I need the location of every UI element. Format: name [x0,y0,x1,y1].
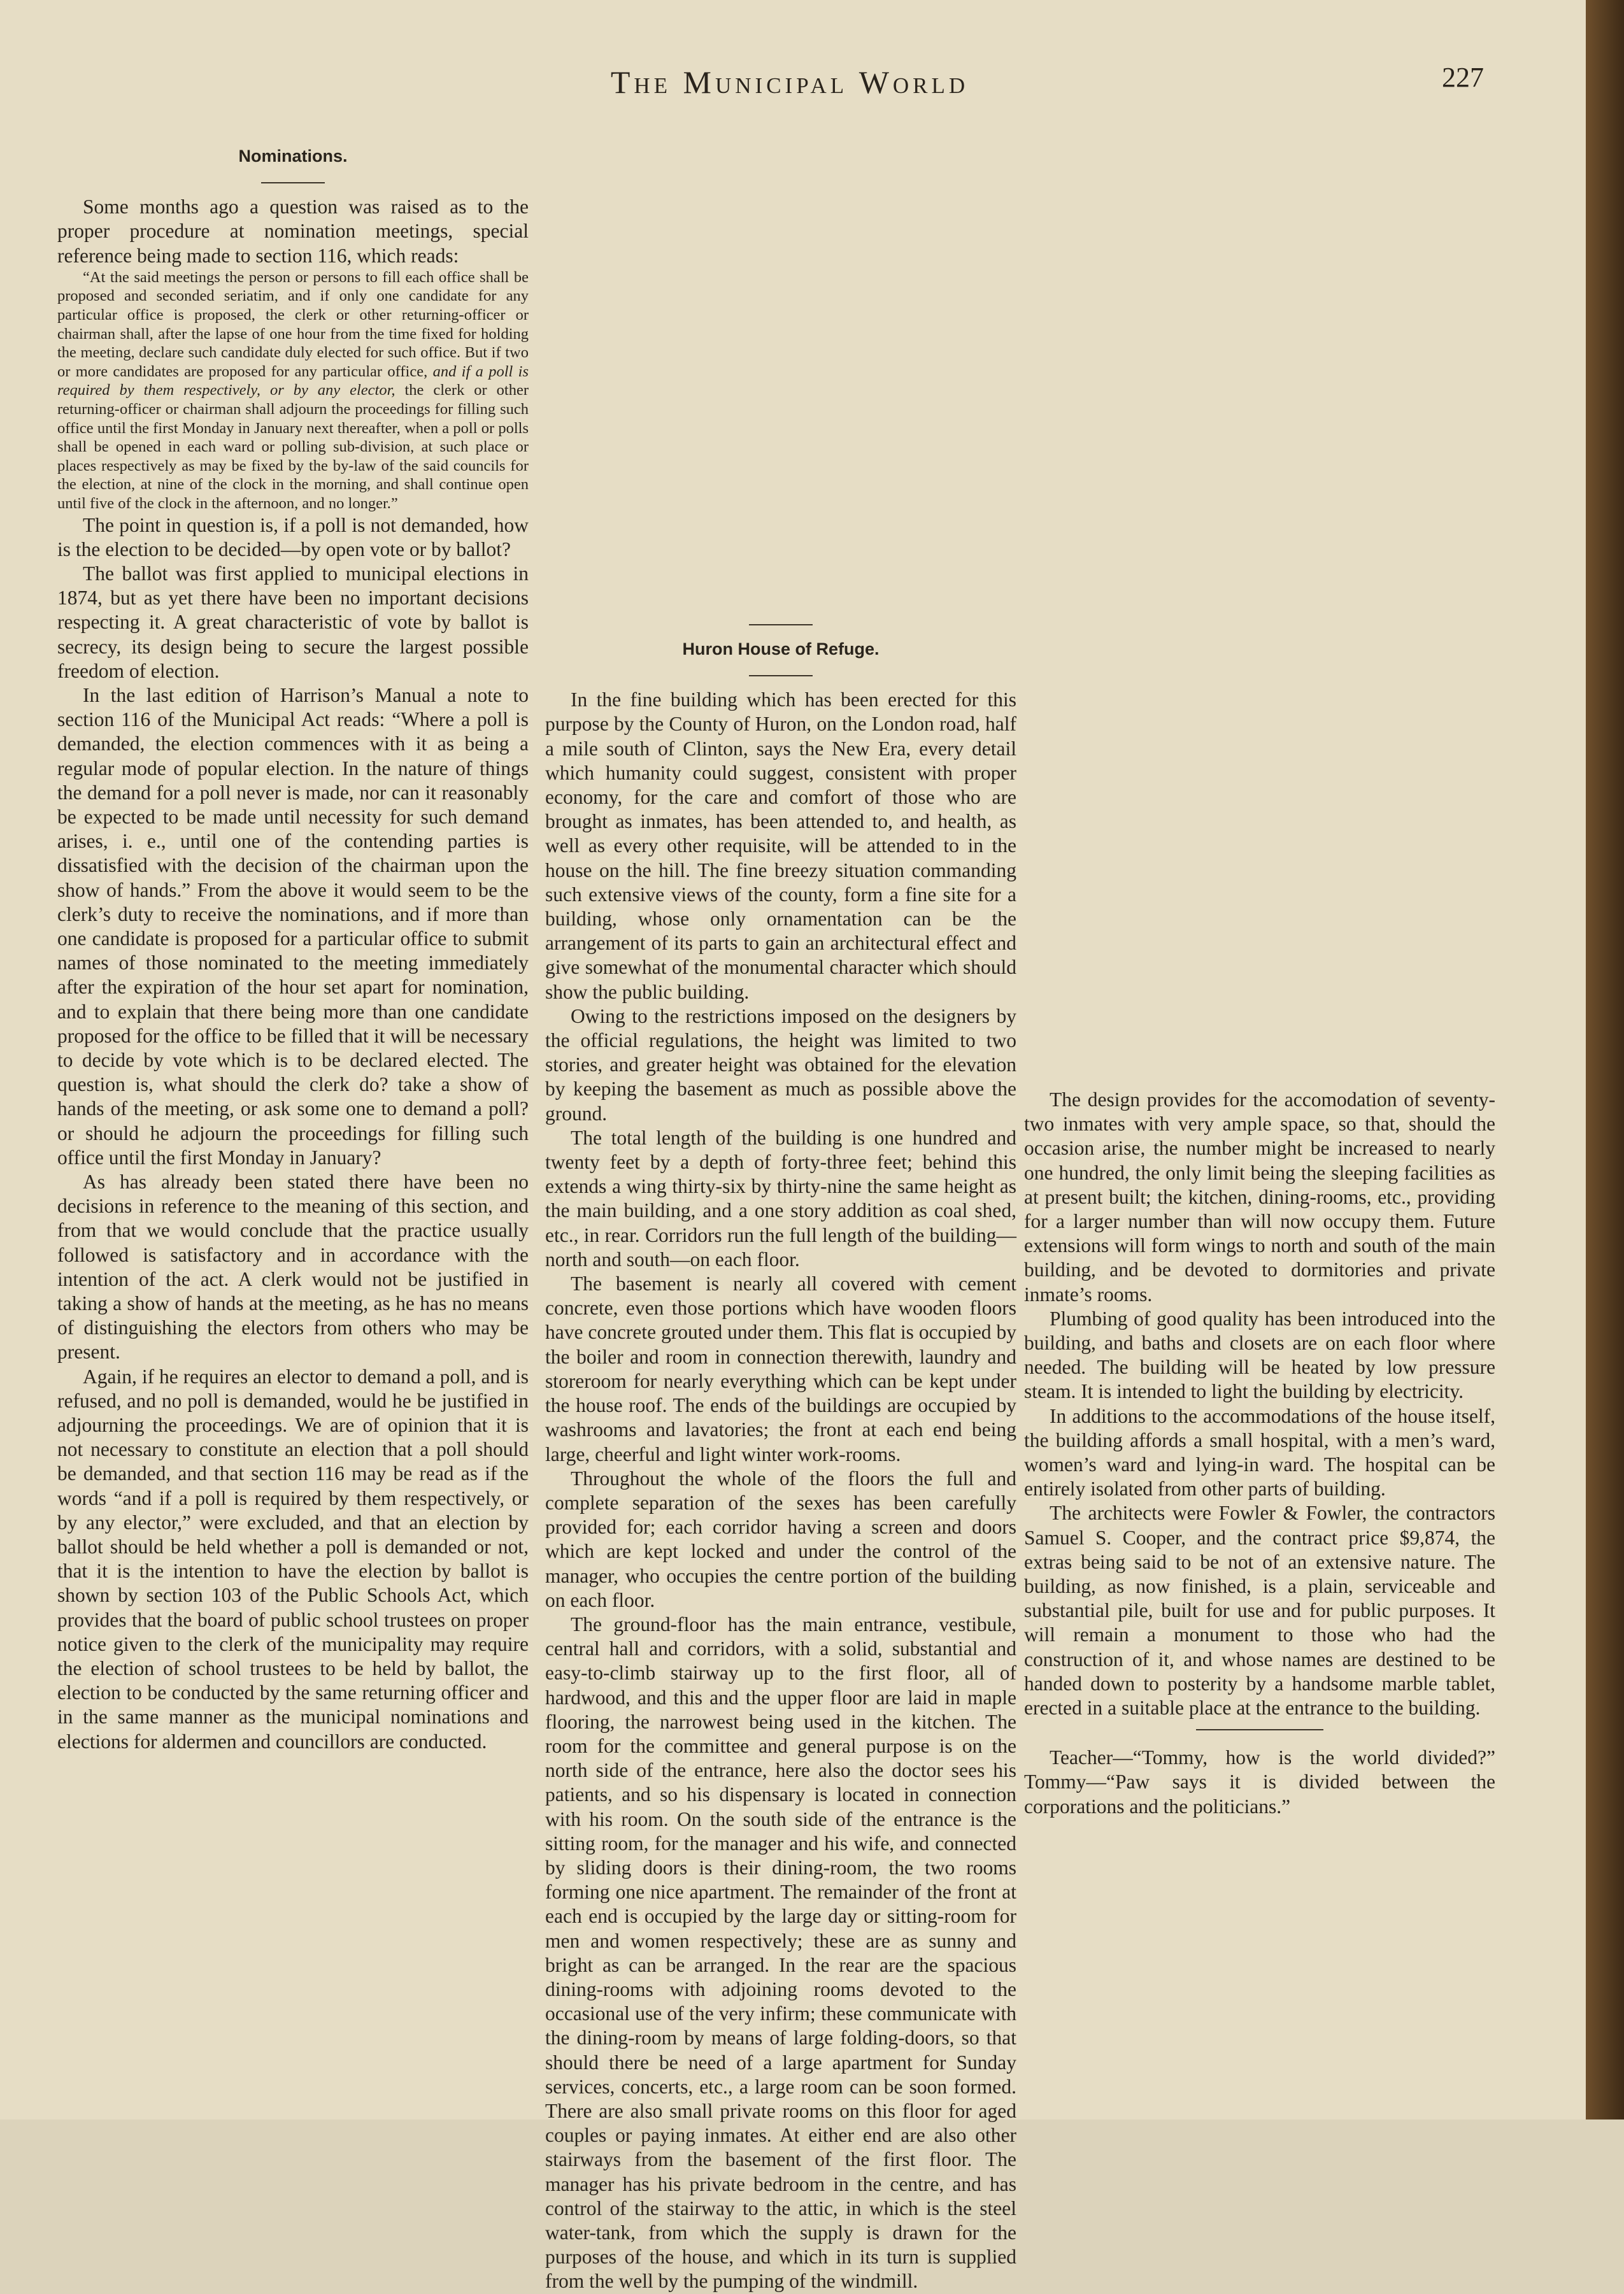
column-3 [1024,132,1495,1819]
statute-quote-italic: and if a poll is required by them respectively, or by any elector, [57,362,529,399]
column-2-continued-space [545,132,1016,610]
huron-paragraph-7: The design provides for the accomodation of seventy-two inmates with very ample space, so that, should the occasion arise, the number might be increased to nearly one hundred, the only limit being the sleeping facilities as at present built; the kitchen, dining-rooms, etc., providing for a larger number than will now occupy them. Future extensions will form wings to north and south of the main building, and be devoted to dormitories and private inmate’s rooms. [1024,1088,1495,1306]
huron-paragraph-6: The ground-floor has the main entrance, vestibule, central hall and corridors, with a solid, substantial and easy-to-climb stairway up to the first floor, all of hardwood, and this and the upper floor are laid in maple flooring, the narrowest being used in the kitchen. The room for the committee and general purpose is on the north side of the entrance, here also the doctor sees his patients, and so his dispensary is located in connection with his room. On the south side of the entrance is the sitting room, for the manager and his wife, and connected by sliding doors is their dining-room, the two rooms forming one nice apartment. The remainder of the front at each end is occupied by the large day or sitting-room for men and women respectively; these are as sunny and bright as can be arranged. In the rear are the spacious dining-rooms with adjoining rooms devoted to the occasional use of the very infirm; these communicate with the dining-room by means of large folding-doors, so that should there be need of a large apartment for Sunday services, concerts, etc., a large room can be soon formed. There are also small private rooms on this floor for aged couples or paying inmates. At either end are also other stairways from the basement of the first floor. The manager has his private bedroom in the centre, and has control of the stairway to the attic, in which is the steel water-tank, from which the supply is drawn for the purposes of the house, and which in its turn is supplied from the well by the pumping of the windmill. [545,1613,1016,2293]
statute-quote-part-b: the clerk or other returning-officer or chairman shall adjourn the proceedings for filling such office until the first Monday in January next thereafter, when a poll or polls shall be opened in each ward or polling sub-division, at such place or places respectively as may be fixed by the by-law of the said councils for the election, at nine of the clock in the morning, and shall continue open until five of the clock in the afternoon, and no longer.” [57,381,529,512]
joke-paragraph: Teacher—“Tommy, how is the world divided?” Tommy—“Paw says it is divided between the corporations and the politicians.” [1024,1746,1495,1818]
huron-paragraph-3: The total length of the building is one hundred and twenty feet by a depth of forty-three feet; behind this extends a wing thirty-six by thirty-nine the same height as the main building, and a one story addition as coal shed, etc., in rear. Corridors run the full length of the building—north and south—on each floor. [545,1126,1016,1271]
nominations-paragraph-3: The ballot was first applied to municipal elections in 1874, but as yet there have been no important decisions respecting it. A great characteristic of vote by ballot is secrecy, its design being to secure the largest possible freedom of election. [57,562,529,682]
book-spine [1586,0,1624,2119]
page-number: 227 [1442,62,1484,93]
column-3-continued-space [1024,132,1495,1088]
huron-paragraph-2: Owing to the restrictions imposed on the designers by the official regulations, the height was limited to two stories, and greater height was obtained for the elevation by keeping the basement as much as possible above the ground. [545,1004,1016,1125]
statute-quote [57,268,529,513]
page-title: The Municipal World [610,64,969,100]
huron-paragraph-10: The architects were Fowler & Fowler, the contractors Samuel S. Cooper, and the contract price $9,874, the extras being said to be not of an extensive nature. The building, as now finished, is a plain, serviceable and substantial pile, built for use and for public purposes. It will remain a monument to those who had the construction of it, and whose names are destined to be handed down to posterity by a handsome marble tablet, erected in a suitable place at the entrance to the building. [1024,1502,1495,1720]
nominations-paragraph-1: Some months ago a question was raised as to the proper procedure at nomination meetings, special reference being made to section 116, which reads: [57,196,529,267]
huron-paragraph-4: The basement is nearly all covered with cement concrete, even those portions which have wooden floors have concrete grouted under them. This flat is occupied by the boiler and room in connection therewith, laundry and storeroom for nearly everything which can be kept under the house roof. The ends of the buildings are occupied by washrooms and lavatories; the front at each end being large, cheerful and light winter work-rooms. [545,1272,1016,1465]
nominations-paragraph-2: The point in question is, if a poll is not demanded, how is the election to be decided—by open vote or by ballot? [57,513,529,560]
column-2 [545,132,1016,2294]
nominations-heading: Nominations. [238,146,348,166]
nominations-paragraph-5: As has already been stated there have been no decisions in reference to the meaning of this section, and from that we would conclude that the practice usually followed is satisfactory and in accordance with the intention of the act. A clerk would not be justified in taking a show of hands at the meeting, as he has no means of distinguishing the electors from others who may be present. [57,1171,529,1364]
divider [749,624,813,625]
nominations-paragraph-4: In the last edition of Harrison’s Manual a note to section 116 of the Municipal Act reads: “Where a poll is demanded, the election commences with it as being a regular mode of popular election. In the nature of things the demand for a poll never is made, nor can it reasonably be expected to be made until necessity for such demand arises, i. e., until one of the contending parties is dissatisfied with the decision of the chairman upon the show of hands.” From the above it would seem to be the clerk’s duty to receive the nominations, and if more than one candidate is proposed for a particular office to submit names of those nominated to the meeting immediately after the expiration of the hour set apart for nomination, and to explain that there being more than one candidate proposed for the office to be filled that it will be necessary to decide by vote which is to be declared elected. The question is, what should the clerk do? take a show of hands of the meeting, or ask some one to demand a poll? or should he adjourn the proceedings for filling such office until the first Monday in January? [57,683,529,1169]
divider [1196,1729,1323,1730]
divider [261,182,325,183]
huron-heading: Huron House of Refuge. [682,639,880,659]
huron-paragraph-8: Plumbing of good quality has been introduced into the building, and baths and closets are on each floor where needed. The building will be heated by low pressure steam. It is intended to light the building by electricity. [1024,1307,1495,1403]
statute-quote-part-a: “At the said meetings the person or persons to fill each office shall be proposed and seconded seriatim, and if only one candidate for any particular office is proposed, the clerk or other returning-officer or chairman shall, after the lapse of one hour from the time fixed for holding the meeting, declare such candidate duly elected for such office. But if two or more candidates are proposed for any particular office, [57,268,529,380]
column-1 [57,139,529,1754]
huron-paragraph-1: In the fine building which has been erected for this purpose by the County of Huron, on the London road, half a mile south of Clinton, says the New Era, every detail which humanity could suggest, consistent with proper economy, for the care and comfort of those who are brought as inmates, has been attended to, and health, as well as every other requisite, will be attended to in the house on the hill. The fine breezy situation commanding such extensive views of the county, form a fine site for a building, whose only ornamentation can be the arrangement of its parts to gain an architectural effect and give somewhat of the monumental character which should show the public building. [545,688,1016,1003]
divider [749,675,813,676]
huron-paragraph-9: In additions to the accommodations of the house itself, the building affords a small hospital, with a men’s ward, women’s ward and lying-in ward. The hospital can be entirely isolated from other parts of building. [1024,1404,1495,1500]
huron-paragraph-5: Throughout the whole of the floors the full and complete separation of the sexes has been carefully provided for; each corridor having a screen and doors which are kept locked and under the control of the manager, who occupies the centre portion of the building on each floor. [545,1467,1016,1611]
nominations-paragraph-6: Again, if he requires an elector to demand a poll, and is refused, and no poll is demanded, would he be justified in adjourning the proceedings. We are of opinion that it is not necessary to constitute an election that a poll should be demanded, and that section 116 may be read as if the words “and if a poll is required by them respectively, or by any elector,” were excluded, and that an election by ballot should be held whether a poll is demanded or not, that it is the intention to have the election by ballot is shown by section 103 of the Public Schools Act, which provides that the board of public school trustees on proper notice given to the clerk of the municipality may require the election of school trustees to be held by ballot, the election to be conducted by the same returning officer and in the same manner as the municipal nominations and elections for aldermen and councillors are conducted. [57,1365,529,1753]
